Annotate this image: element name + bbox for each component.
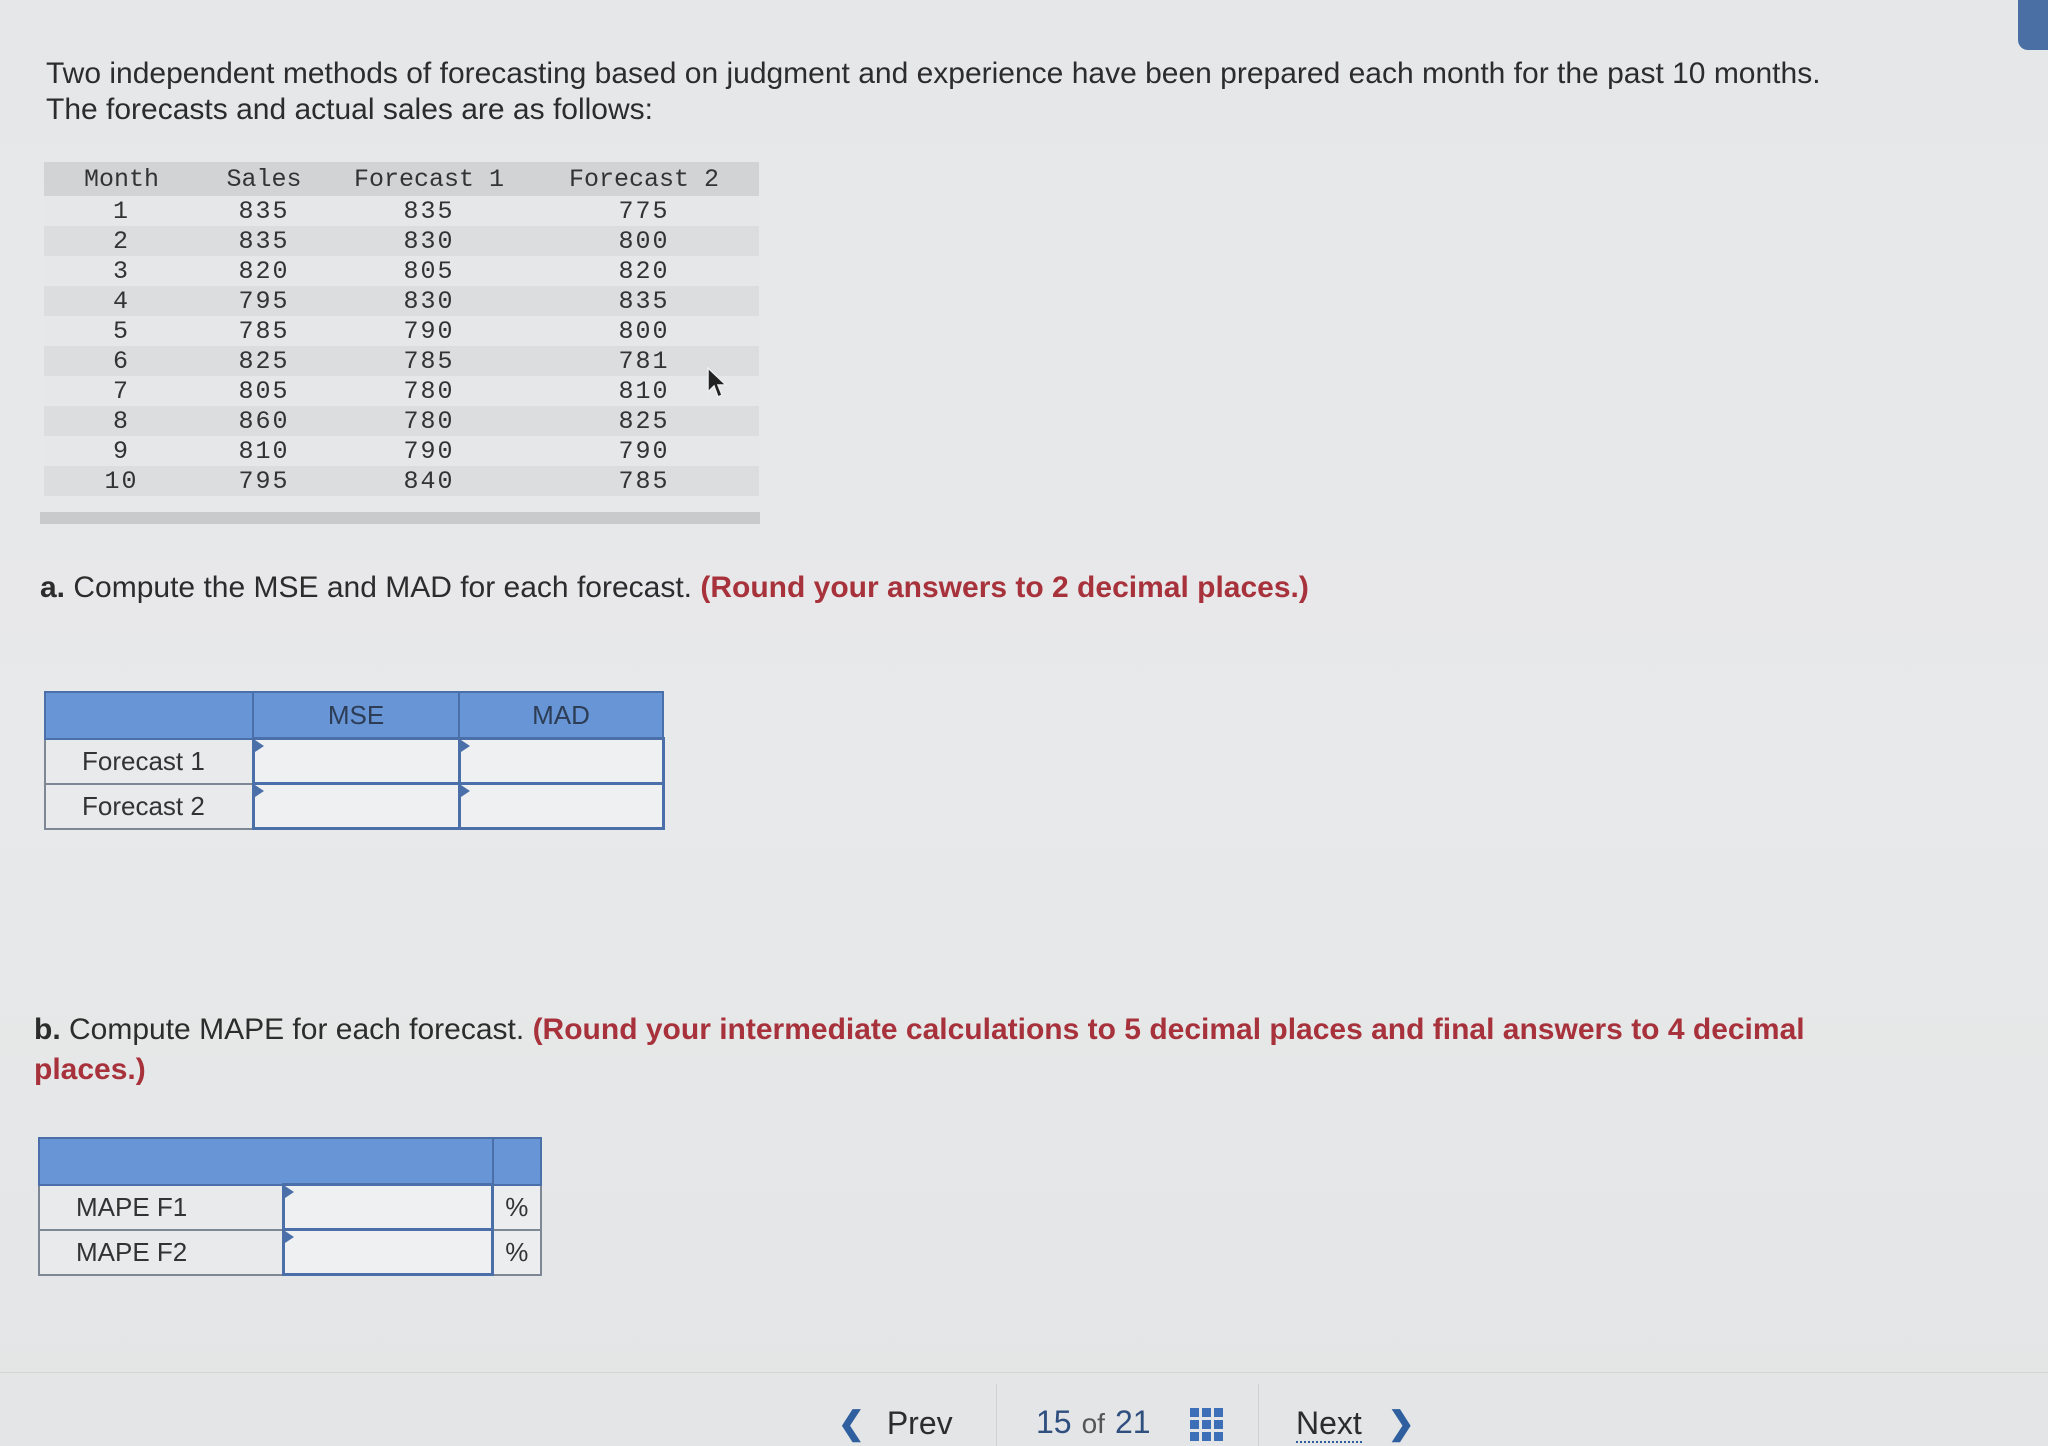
cell-sales: 835 [199, 226, 329, 256]
mouse-cursor-icon [706, 366, 728, 400]
cell-month: 5 [44, 316, 199, 346]
table-row [44, 256, 759, 286]
current-page: 15 [1036, 1404, 1072, 1440]
cell-month: 3 [44, 256, 199, 286]
table-row [44, 466, 759, 496]
cell-forecast-1: 785 [329, 346, 529, 376]
cell-forecast-2: 810 [529, 376, 759, 406]
cell-month: 4 [44, 286, 199, 316]
cell-forecast-1: 835 [329, 196, 529, 226]
row-label-mape-f1: MAPE F1 [39, 1185, 284, 1230]
mse-mad-answer-table [44, 691, 665, 830]
table-row [44, 226, 759, 256]
mape-f1-input[interactable] [285, 1185, 495, 1229]
answer-row-forecast-2 [45, 784, 663, 829]
mad-forecast-1-input[interactable] [461, 739, 666, 783]
table-row [44, 346, 759, 376]
cell-forecast-1: 840 [329, 466, 529, 496]
mse-forecast-2-cell[interactable] [253, 784, 459, 829]
chevron-right-icon: ❯ [1387, 1405, 1415, 1441]
blank-header [45, 692, 253, 739]
cell-sales: 795 [199, 466, 329, 496]
answer-row-forecast-1 [45, 739, 663, 784]
intro-line-2: The forecasts and actual sales are as follows: [46, 93, 653, 126]
corner-tab [2018, 0, 2048, 50]
cell-sales: 785 [199, 316, 329, 346]
cell-month: 9 [44, 436, 199, 466]
part-a-note: (Round your answers to 2 decimal places.) [700, 571, 1309, 604]
table-row [44, 406, 759, 436]
cell-sales: 835 [199, 196, 329, 226]
percent-unit: % [493, 1230, 541, 1275]
cell-month: 2 [44, 226, 199, 256]
blank-header-unit [493, 1138, 541, 1185]
mad-forecast-2-input[interactable] [461, 784, 666, 828]
cell-forecast-1: 805 [329, 256, 529, 286]
cell-forecast-2: 790 [529, 436, 759, 466]
cell-forecast-2: 800 [529, 316, 759, 346]
header-mse: MSE [253, 692, 459, 739]
next-label: Next [1296, 1405, 1362, 1441]
cell-month: 10 [44, 466, 199, 496]
mad-forecast-1-cell[interactable] [459, 739, 663, 784]
table-row [44, 196, 759, 226]
intro-line-1: Two independent methods of forecasting based on judgment and experience have been prepared each month for the past 10 months. [46, 57, 1821, 90]
header-forecast-2: Forecast 2 [529, 162, 759, 196]
cell-forecast-1: 780 [329, 406, 529, 436]
nav-separator [1258, 1384, 1259, 1446]
mape-answer-table [38, 1137, 542, 1276]
table-row [44, 436, 759, 466]
prev-label: Prev [886, 1405, 953, 1441]
page-indicator [1036, 1404, 1151, 1441]
part-a-label: a. [40, 571, 66, 604]
cell-sales: 860 [199, 406, 329, 436]
answer-row-mape-f1 [39, 1185, 541, 1230]
cell-month: 8 [44, 406, 199, 436]
cell-forecast-1: 830 [329, 286, 529, 316]
answer-row-mape-f2 [39, 1230, 541, 1275]
sales-forecast-table [44, 162, 759, 496]
prev-button[interactable] [838, 1404, 953, 1442]
cell-forecast-2: 781 [529, 346, 759, 376]
percent-unit: % [493, 1185, 541, 1230]
table-row [44, 316, 759, 346]
part-a-question [40, 568, 1309, 608]
mse-forecast-1-input[interactable] [255, 739, 462, 783]
table-row [44, 376, 759, 406]
cell-forecast-1: 830 [329, 226, 529, 256]
header-month: Month [44, 162, 199, 196]
mse-forecast-2-input[interactable] [255, 784, 462, 828]
part-b-question [34, 1010, 1914, 1090]
cell-forecast-2: 820 [529, 256, 759, 286]
header-mad: MAD [459, 692, 663, 739]
of-label: of [1081, 1408, 1105, 1439]
blank-header [39, 1138, 493, 1185]
cell-sales: 795 [199, 286, 329, 316]
problem-statement [46, 56, 1946, 128]
part-a-text: Compute the MSE and MAD for each forecast. [73, 571, 692, 604]
cell-sales: 820 [199, 256, 329, 286]
grid-icon[interactable] [1190, 1408, 1226, 1444]
cell-month: 7 [44, 376, 199, 406]
part-b-note: (Round your intermediate calculations to 5 decimal places and final answers to 4 decimal places.) [34, 1013, 1805, 1086]
nav-separator [996, 1384, 997, 1446]
table-header-row [44, 162, 759, 196]
cell-forecast-1: 790 [329, 436, 529, 466]
mape-f1-cell[interactable] [284, 1185, 493, 1230]
cell-sales: 805 [199, 376, 329, 406]
next-button[interactable] [1296, 1404, 1415, 1442]
header-forecast-1: Forecast 1 [329, 162, 529, 196]
cell-forecast-1: 780 [329, 376, 529, 406]
cell-sales: 825 [199, 346, 329, 376]
row-label-forecast-2: Forecast 2 [45, 784, 253, 829]
part-b-text: Compute MAPE for each forecast. [69, 1013, 525, 1046]
total-pages: 21 [1114, 1404, 1151, 1440]
table-scrollbar[interactable] [40, 512, 760, 524]
mad-forecast-2-cell[interactable] [459, 784, 663, 829]
footer-divider [0, 1372, 2048, 1373]
mse-forecast-1-cell[interactable] [253, 739, 459, 784]
row-label-mape-f2: MAPE F2 [39, 1230, 284, 1275]
cell-forecast-2: 800 [529, 226, 759, 256]
cell-forecast-2: 825 [529, 406, 759, 436]
cell-sales: 810 [199, 436, 329, 466]
header-sales: Sales [199, 162, 329, 196]
mape-f2-cell[interactable] [284, 1230, 493, 1275]
cell-forecast-2: 835 [529, 286, 759, 316]
row-label-forecast-1: Forecast 1 [45, 739, 253, 784]
table-row [44, 286, 759, 316]
cell-forecast-2: 775 [529, 196, 759, 226]
mape-f2-input[interactable] [285, 1230, 495, 1274]
cell-forecast-1: 790 [329, 316, 529, 346]
cell-month: 6 [44, 346, 199, 376]
chevron-left-icon: ❮ [838, 1405, 865, 1441]
cell-forecast-2: 785 [529, 466, 759, 496]
cell-month: 1 [44, 196, 199, 226]
part-b-label: b. [34, 1013, 61, 1046]
